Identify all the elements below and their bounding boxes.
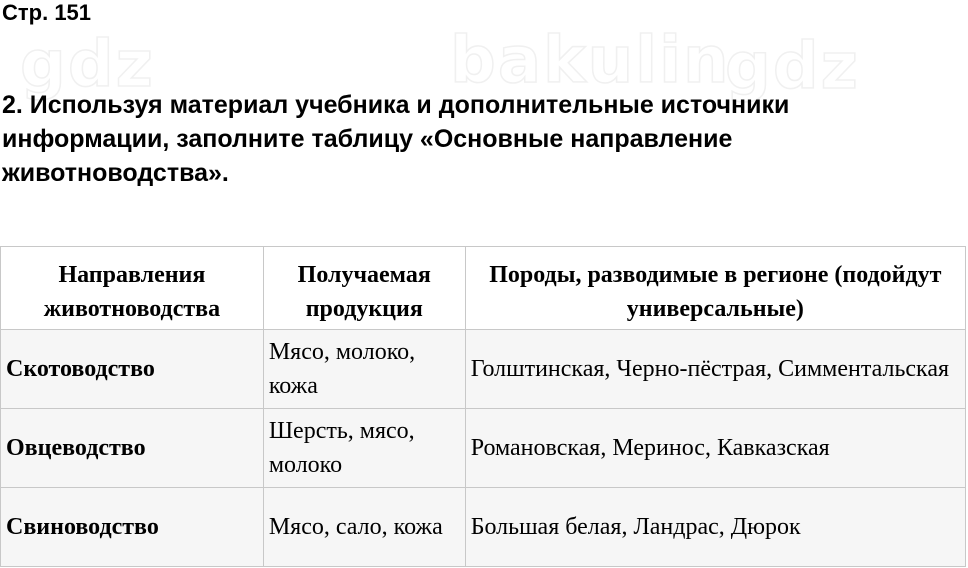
breeds-cell: Голштинская, Черно-пёстрая, Симментальская (465, 330, 965, 409)
table-row (1, 488, 966, 567)
watermark-text: bakulin (450, 24, 731, 98)
page-number: Стр. 151 (2, 0, 92, 25)
breeds-cell: Романовская, Меринос, Кавказская (465, 409, 965, 488)
table-row (1, 330, 966, 409)
column-header: Получаемая продукция (263, 247, 465, 330)
column-header: Породы, разводимые в регионе (подойдут универсальные) (465, 247, 965, 330)
table-row (1, 409, 966, 488)
breeds-cell: Большая белая, Ландрас, Дюрок (465, 488, 965, 567)
direction-cell: Скотоводство (1, 330, 264, 409)
products-cell: Мясо, сало, кожа (263, 488, 465, 567)
task-text: 2. Используя материал учебника и дополнительные источники информации, заполните таблицу «Основные направление животноводства». (2, 91, 790, 187)
watermark-text: gdz (725, 30, 860, 104)
direction-cell: Свиноводство (1, 488, 264, 567)
products-cell: Мясо, молоко, кожа (263, 330, 465, 409)
column-header: Направления животноводства (1, 247, 264, 330)
livestock-table (0, 246, 966, 567)
direction-cell: Овцеводство (1, 409, 264, 488)
table-header-row (1, 247, 966, 330)
products-cell: Шерсть, мясо, молоко (263, 409, 465, 488)
watermark-text: gdz (20, 28, 155, 102)
